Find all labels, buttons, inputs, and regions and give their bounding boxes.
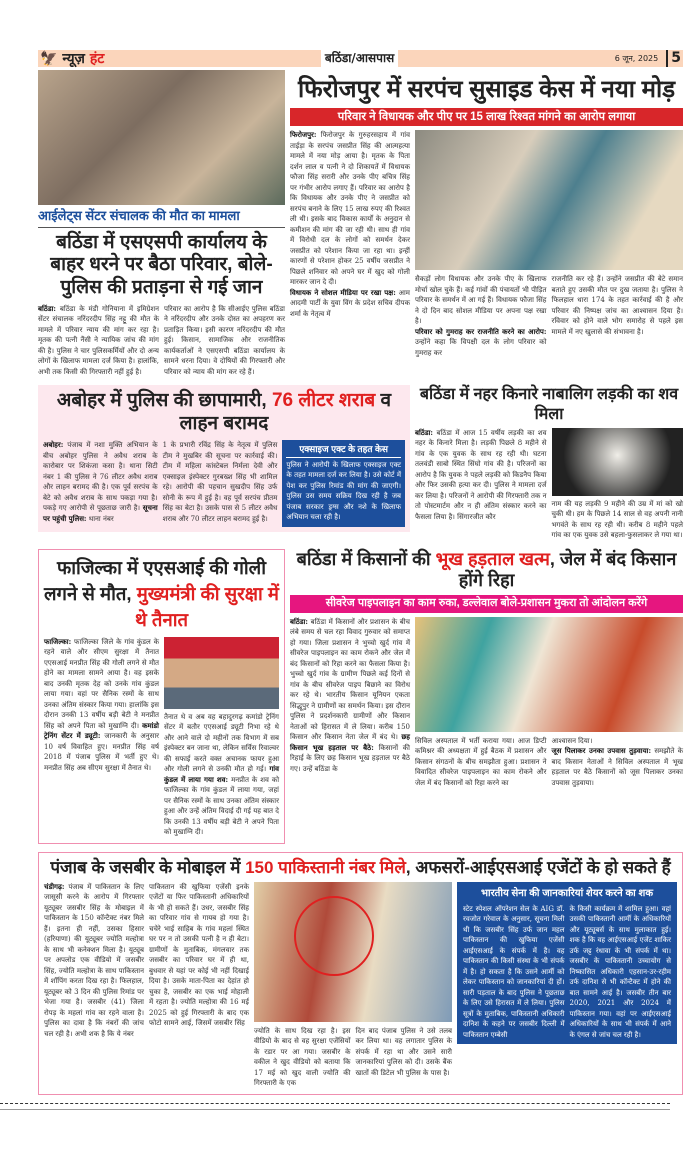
story7-col2: पाकिस्तान की खुफिया एजेंसी इनके एजेंटों या फिर पाकिस्तानी अधिकारियों के भी हो सकते हैं। उधर, जसबीर सिंह का परिवार गांव से गायब हो गया है। चचेरे भाई साहिब के गांव महलां स्थित घर पर न तो उसकी पत्नी है न ही बेटा। ग्रामीणों के मुताबिक, मंगलवार तक जसबीर का परिवार घर में ही था, बुधवार से यहां पर कोई भी नहीं दिखाई दिया है। उसके माता-पिता का देहांत हो चुका है, जसबीर का एक भाई मोहाली में रहता है। ज्योति मल्होत्रा की 16 मई 2025 को हुई गिरफ्तारी के बाद एक फोटो सामने आई, जिसमें जसबीर सिंह — [149, 882, 249, 1028]
story6-col2: सिविल अस्पताल में भर्ती कराया गया। आज डिप्टी कमिश्नर की अध्यक्षता में हुई बैठक में प्रशासन और किसान संगठनों के बीच समझौता हुआ। प्रशासन ने विवादित सीवरेज पाइपलाइन का काम रोकने और जेल में बंद किसानों को रिहा करने का — [415, 736, 547, 787]
story6 — [290, 549, 683, 788]
story2-col3: राजनीति कर रहे हैं। उन्होंने जसप्रीत की बेटे समान बताते हुए उसकी मौत पर दुख जताया है। पुलिस ने फिलहाल धारा 174 के तहत कार्रवाई की है और परिवार की निष्पक्ष जांच का आश्वासन दिया है। रविवार को होने वाले भोग समारोह से पहले इस मामले में नए खुलासे की संभावना है। — [551, 275, 683, 336]
story4-col1: बठिंडा: बठिंडा में आज 15 वर्षीय लड़की का शव नहर के किनारे मिला है। लड़की पिछले 8 महीने से गांव के एक युवक के साथ रह रही थी। घटना तलवंडी साबो स्थित सिंघो गांव की है। परिजनों का आरोप है कि युवक ने पहले लड़की को किडनैप किया और फिर उसकी हत्या कर दी। पुलिस ने मामला दर्ज कर लिया है। परिजनों ने आरोपी की गिरफ्तारी तक न तो पोस्टमार्टम और न ही अंतिम संस्कार करने का फैसला लिया है। सिंगारजीत कौर — [415, 427, 547, 521]
family-photo — [415, 130, 683, 270]
story5-col1: फाजिल्का: फाजिल्का जिले के गांव कुंडल के रहने वाले और सीएम सुरक्षा में तैनात एएसआई मनप्रीत सिंह की गोली लगने से मौत होने का मामला सामने आया है। वह इसके बाद उनकी मृतक देह को उनके गांव कुंडल लाया गया। वहां पर सैनिक रस्मों के साथ उनका अंतिम संस्कार किया गया। हालांकि इस दौरान उनकी 13 वर्षीय बड़ी बेटी ने मनप्रीत सिंह को अपने पिता को मुखाग्नि दी। कमांडो ट्रेनिंग सेंटर में ड्यूटी: जानकारी के अनुसार 10 वर्ष विवाहित हुए। मनप्रीत सिंह वर्ष 2018 में पंजाब पुलिस में भर्ती हुए थे। मनप्रीत सिंह अब सीएम सुरक्षा में तैनात थे। — [44, 636, 160, 772]
row-top — [38, 70, 683, 377]
story2-headline: फिरोजपुर में सरपंच सुसाइड केस में नया मोड़ — [297, 76, 676, 103]
story2-strap: परिवार ने विधायक और पीए पर 15 लाख रिश्वत मांगने का आरोप लगाया — [290, 108, 683, 126]
crop-line — [0, 1103, 670, 1104]
story7-col1: चंडीगढ़: पंजाब में पाकिस्तान के लिए जासूसी करने के आरोप में गिरफ्तार यूट्यूबर जसबीर सिंह के मोबाइल में पाकिस्तान के 150 कॉन्टैक्ट नंबर मिले हैं। इतना ही नहीं, उसका हिसार (हरियाणा) की यूट्यूबर ज्योति मल्होत्रा के साथ भी कनेक्शन मिला है। यूट्यूब पर अपलोड एक वीडियो में जसबीर सिंह, ज्योति मल्होत्रा के साथ पाकिस्तान में शॉपिंग करता दिख रहा है। फिलहाल, यूट्यूबर को 3 दिन की पुलिस रिमांड पर भेजा गया है। जसबीर (41) जिला रोपड़ के महलां गांव का रहने वाला है। पुलिस का दावा है कि नंबरों की जांच चल रही है। अभी शक है कि ये नंबर — [44, 881, 145, 1038]
masthead-right — [615, 50, 681, 67]
story4-headline: बठिंडा में नहर किनारे नाबालिग लड़की का शव मिला — [419, 386, 679, 423]
story5-col2: तैनात थे व अब वह बहादुरगढ़ कमांडो ट्रेनिंग सेंटर में बतौर एएसआई ड्यूटी निभा रहे थे और आने वाले दो महीनों तक विभाग में सब इंस्पेक्टर बन जाना था, लेकिन सर्विस रिवाल्वर की सफाई करते वक्त अचानक फायर हुआ और गोली लगने से उनकी मौत हो गई। गांव कुंडल में लाया गया शव: मनप्रीत के शव को फाजिल्का के गांव कुंडल में लाया गया, जहां पर सैनिक रस्मों के साथ उनका अंतिम संस्कार हुआ और उन्हें अंतिम विदाई दी गई यह बात दे कि उनकी 13 वर्षीय बड़ी बेटी ने अपने पिता को मुखाग्नि दी। — [164, 712, 280, 837]
logo: 🦅 न्यूज़ हंट — [40, 51, 105, 67]
protest-photo — [38, 70, 285, 205]
page-number: 5 — [666, 50, 681, 67]
story3-col1: अबोहर: पंजाब में नशा मुक्ति अभियान के बीच अबोहर पुलिस ने अवैध शराब के कारोबार पर शिकंजा कसा है। थाना सिटी नंबर 1 की पुलिस ने 76 लीटर अवैध शराब और लाहन बरामद की है। एक पूर्व सरपंच के बेटे को अवैध शराब के साथ पकड़ा गया है। पकड़े गए आरोपी से पूछताछ जारी है। सूचना पर पहुंची पुलिस: थाना नंबर — [43, 440, 158, 523]
story5-box — [38, 549, 285, 844]
story7-box — [38, 852, 683, 1095]
row-middle-2 — [38, 549, 683, 844]
registration-bar — [0, 1109, 670, 1110]
body-photo — [552, 428, 684, 496]
row-middle-1 — [38, 385, 683, 540]
section-label: बठिंडा/आसपास — [321, 50, 398, 67]
story3-headline: अबोहर में पुलिस की छापामारी, 76 लीटर शराब व लाहन बरामद — [56, 390, 392, 435]
asi-photo — [164, 637, 279, 709]
story7-headline: पंजाब के जसबीर के मोबाइल में 150 पाकिस्तानी नंबर मिले, अफसरों-आईएसआई एजेंटों के हो सकते हैं — [50, 857, 671, 877]
newspaper-page — [38, 50, 683, 1150]
story4 — [415, 385, 683, 540]
story6-right — [415, 617, 683, 789]
story6-col3: आश्वासन दिया। जूस पिलाकर उनका उपवास तुड़वाया: समझौते के बाद किसान नेताओं ने सिविल अस्पताल में भूख हड़ताल पर बैठे किसानों को जूस पिलाकर उनका उपवास तुड़वाया। — [551, 736, 683, 787]
army-info-box: भारतीय सेना की जानकारियां शेयर करने का शक स्टेट स्पेशल ऑपरेशन सेल के AIG डॉ. रवजोत गरेवाल के अनुसार, सूचना मिली थी कि जसबीर सिंह उर्फ जान महल पाकिस्तान की खुफिया एजेंसी आईएसआई के संपर्क में है। वह पाकिस्तान की किसी संस्था के भी संपर्क में है। हो सकता है कि उसने आर्मी को लेकर पाकिस्तान को जानकारियां दी हों। सारी पड़ताल के बाद पुलिस ने पूछताछ के लिए उसे हिरासत में ले लिया। पुलिस सूत्रों के मुताबिक, पाकिस्तानी अधिकारी दानिश के कहने पर जसबीर दिल्ली में पाकिस्तान एम्बेसी के किसी कार्यक्रम में शामिल हुआ। वहां उसकी पाकिस्तानी आर्मी के अधिकारियों और यूट्यूबर्स के साथ मुलाकात हुई। शक है कि वह आईएसआई एजेंट शाकिर उर्फ जट्ट रंधावा के भी संपर्क में था। जसबीर के पाकिस्तानी उच्चायोग से निष्कासित अधिकारी एहसान-उर-रहीम उर्फ दानिश से भी कॉन्टैक्ट में होने की बात सामने आई है। जसबीर तीन बार 2020, 2021 और 2024 में पाकिस्तान गया। वहां पर आईएसआई अधिकारियों के साथ भी संपर्क में आने के एंगल से जांच चल रही है। — [457, 882, 677, 1045]
story2-col2: सैकड़ों लोग विधायक और उनके पीए के खिलाफ मोर्चा खोल चुके हैं। कई गांवों की पंचायतों भी पीड़ित परिवार के समर्थन में आ गई हैं। विधायक फौजा सिंह ने दो दिन बाद सोशल मीडिया पर अपना पक्ष रखा है। परिवार को गुमराह कर राजनीति करने का आरोप: उन्होंने कहा कि विपक्षी दल के लोग परिवार को गुमराह कर — [415, 275, 547, 357]
story1-caption: आईलेट्स सेंटर संचालक की मौत का मामला — [38, 205, 285, 228]
bird-logo-icon: 🦅 — [40, 51, 58, 67]
story3-box — [38, 385, 410, 531]
story1-headline: बठिंडा में एसएसपी कार्यालय के बाहर धरने पर बैठा परिवार, बोले-पुलिस की प्रताड़ना से गई जान — [50, 231, 273, 299]
story2-right — [415, 130, 683, 358]
story5-right — [164, 637, 279, 838]
story7-middle — [254, 882, 452, 1089]
story6-col1: बठिंडा: बठिंडा में किसानों और प्रशासन के बीच लंबे समय से चल रहा विवाद गुरुवार को समाप्त हो गया। जिला प्रशासन ने भुच्चो खुर्द गांव में सीवरेज पाइपलाइन का काम रोकने और जेल में बंद किसानों को रिहा करने का फैसला किया है। भुच्चो खुर्द गांव के ग्रामीण पिछले कई दिनों से गांव के बीच सीवरेज पाइप बिछाने का विरोध कर रहे थे। भारतीय किसान यूनियन एकता सिद्धूपुर ने ग्रामीणों का समर्थन किया। इस दौरान पुलिस ने प्रदर्शनकारी ग्रामीणों और किसान नेताओं को हिरासत में ले लिया। करीब 150 किसान और किसान नेता जेल में बंद थे। छह किसान भूख हड़ताल पर बैठे: किसानों की रिहाई के लिए छह किसान भूख हड़ताल पर बैठे गए। उन्हें बठिंडा के — [290, 616, 410, 773]
story2-col1: फिरोजपुर: फिरोजपुर के गुरुहरसहाय में गांव ताईड़ा के सरपंच जसप्रीत सिंह की आत्महत्या मामले में नया मोड़ आया है। मृतक के पिता दर्शन लाल व पत्नी ने दो शिकायतें में विधायक फौजा सिंह सरारी और उनके पीए बचित्र सिंह पर गंभीर आरोप लगाए हैं। परिवार का आरोप है कि विधायक और उनके पीए ने जसप्रीत को सरपंच बनाने के लिए 15 लाख रुपए की रिश्वत ली थी। इसके बाद विकास कार्यों के अनुदान से कमीशन की मांग की जा रही थी। साथ ही गांव में विरोधी दल के लोगों को समर्थन देकर जसप्रीत को परेशान किया जा रहा था। इन्हीं कारणों से परेशान होकर 25 वर्षीय जसप्रीत ने पिछले शनिवार को अपने घर में खुद को गोली मारकर जान दे दी। विधायक ने सोशल मीडिया पर रखा पक्ष: आम आदमी पार्टी के युवा विंग के प्रदेश सचिव दीपक शर्मा के नेतृत्व में — [290, 130, 410, 318]
highlight-circle — [294, 896, 374, 976]
story7-col3: ज्योति के साथ दिख रहा है। इस वीडियो के बाद से वह सुरक्षा एजेंसियों के रडार पर आ गया। जसबीर के वकील ने खुद वीडियो को बताया कि 17 मई को खुद वाली ज्योति की गिरफ्तारी के एक — [254, 1026, 351, 1088]
issue-date: 6 जून, 2025 — [614, 54, 659, 63]
story5-headline: फाजिल्का में एएसआई की गोली लगने से मौत, मुख्यमंत्री की सुरक्षा में थे तैनात — [44, 556, 279, 630]
story2 — [290, 70, 683, 358]
story6-headline: बठिंडा में किसानों की भूख हड़ताल खत्म, जेल में बंद किसान होंगे रिहा — [296, 548, 677, 591]
story6-strap: सीवरेज पाइपलाइन का काम रुका, डल्लेवाल बोले-प्रशासन मुकरा तो आंदोलन करेंगे — [290, 595, 683, 613]
story7-col4: दिन बाद पंजाब पुलिस ने उसे तलब कर लिया था। वह लगातार पुलिस के संपर्क में रहा था और उसने सारी जानकारियां पुलिस को दी। उसके बैंक खातों की डिटेल भी पुलिस के पास है। — [355, 1026, 452, 1077]
farmers-photo — [415, 617, 683, 732]
excise-box: एक्साइज एक्ट के तहत केस पुलिस ने आरोपी के खिलाफ एक्साइज एक्ट के तहत मामला दर्ज कर लिया है। उसे कोर्ट में पेश कर पुलिस रिमांड की मांग की जाएगी। पुलिस उस समय सक्रिय दिख रही है जब पंजाब सरकार ड्रग्स और नशे के खिलाफ अभियान चला रही है। — [282, 440, 405, 527]
story1-col1: बठिंडा: बठिंडा के मंडी गोनियाना में इमिग्रेशन सेंटर संचालक नरिंदरदीप सिंह नट्टू की मौत के मामले में परिवार न्याय की मांग कर रहा है। मृतक की पत्नी नैंसी ने न्यायिक जांच की मांग की है। पुलिस ने चार पुलिसकर्मियों और दो अन्य लोगों के खिलाफ मामला दर्ज किया है। हालांकि, अभी तक किसी की गिरफ्तारी नहीं हुई है। — [38, 303, 160, 376]
story1 — [38, 70, 285, 377]
masthead-bar — [38, 50, 683, 67]
jasbir-photo — [254, 882, 452, 1022]
story3-col2: 1 के प्रभारी रविंद्र सिंह के नेतृत्व में पुलिस टीम ने मुखबिर की सूचना पर कार्रवाई की। टीम में महिला कांस्टेबल निर्मला देवी और एक्साइज इंस्पेक्टर गुरबख्श सिंह भी शामिल रहे। आरोपी की पहचान सुखदीप सिंह उर्फ सोनी के रूप में हुई है। वह पूर्व सरपंच प्रीतम सिंह का बेटा है। उसके पास से 5 लीटर अवैध शराब और 70 लीटर लाहन बरामद हुई है। — [162, 441, 278, 523]
story1-col2: परिवार का आरोप है कि सीआईए पुलिस बठिंडा ने नरिंदरदीप और उनके दोस्त का अपहरण कर प्रताड़ित किया। इसी कारण नरिंदरदीप की मौत हुई। किसान, सामाजिक और राजनीतिक कार्यकर्ताओं ने एसएसपी बठिंडा कार्यालय के सामने धरना दिया। वे दोषियों की गिरफ्तारी और परिवार को न्याय की मांग कर रहे हैं। — [164, 304, 285, 376]
story4-col2: नाम की यह लड़की 9 महीने की उम्र में मां को खो चुकी थी। हम के पिछले 14 साल से वह अपनी नानी भगवंते के साथ रह रही थी। करीब 8 महीने पहले गांव का एक युवक उसे बहला-फुसलाकर ले गया था। — [551, 499, 683, 540]
story4-right — [552, 428, 684, 541]
